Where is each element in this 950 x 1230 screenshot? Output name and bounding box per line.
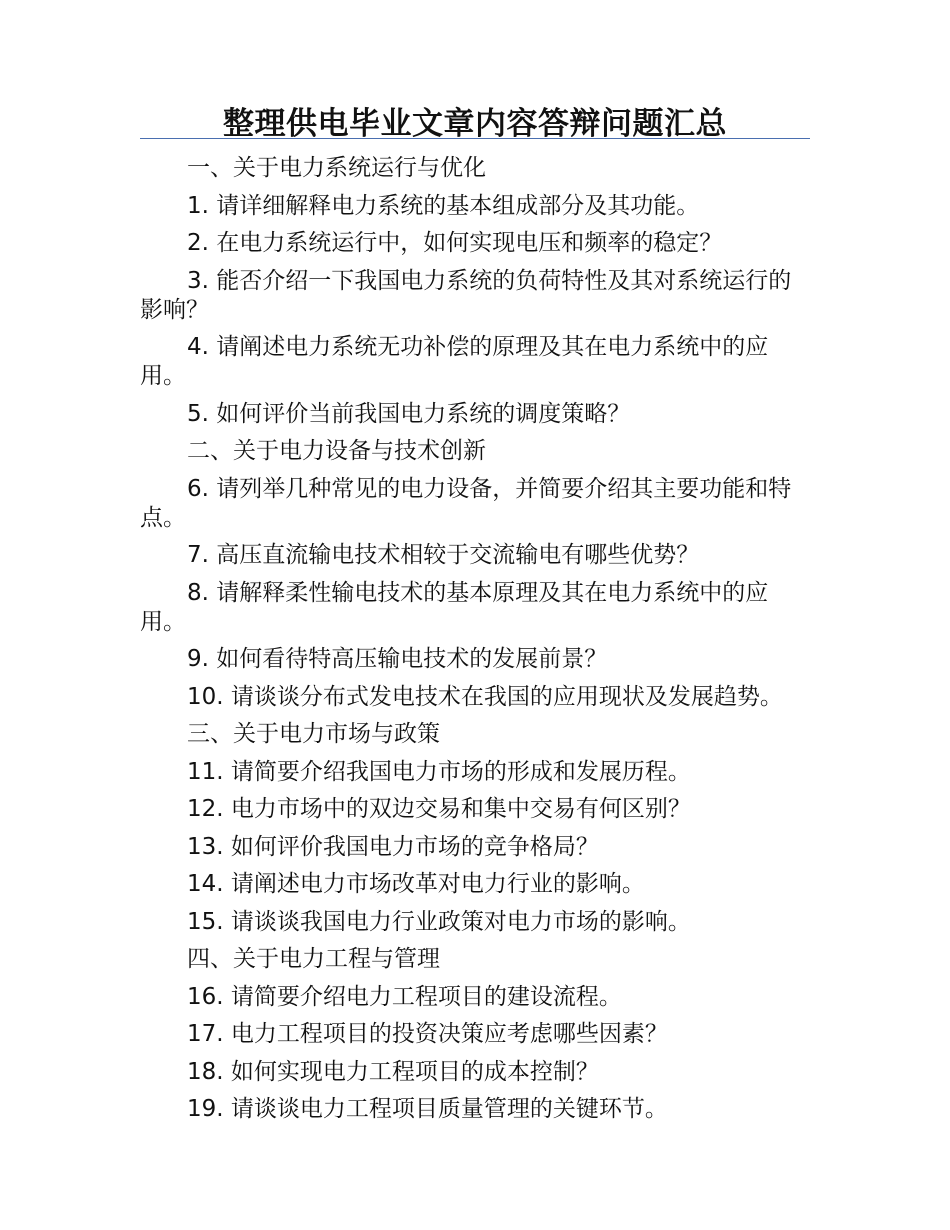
question-item: 3. 能否介绍一下我国电力系统的负荷特性及其对系统运行的影响？ xyxy=(140,267,792,323)
section-heading: 二、关于电力设备与技术创新 xyxy=(187,438,486,464)
question-item: 12. 电力市场中的双边交易和集中交易有何区别？ xyxy=(187,796,691,822)
section-heading: 四、关于电力工程与管理 xyxy=(187,946,440,972)
question-item: 5. 如何评价当前我国电力系统的调度策略？ xyxy=(187,400,631,427)
question-item: 18. 如何实现电力工程项目的成本控制？ xyxy=(187,1058,599,1085)
question-item: 4. 请阐述电力系统无功补偿的原理及其在电力系统中的应用。 xyxy=(140,334,769,389)
question-item: 14. 请阐述电力市场改革对电力行业的影响。 xyxy=(187,871,645,897)
question-item: 6. 请列举几种常见的电力设备，并简要介绍其主要功能和特点。 xyxy=(140,475,792,531)
document-body xyxy=(140,154,810,1133)
question-item: 1. 请详细解释电力系统的基本组成部分及其功能。 xyxy=(187,192,700,219)
question-item: 15. 请谈谈我国电力行业政策对电力市场的影响。 xyxy=(187,908,691,935)
document-title: 整理供电毕业文章内容答辩问题汇总 xyxy=(223,106,727,142)
question-item: 17. 电力工程项目的投资决策应考虑哪些因素？ xyxy=(187,1021,668,1047)
question-item: 2. 在电力系统运行中，如何实现电压和频率的稳定？ xyxy=(187,230,723,256)
section-heading: 三、关于电力市场与政策 xyxy=(187,721,440,747)
question-item: 13. 如何评价我国电力市场的竞争格局？ xyxy=(187,833,599,860)
question-item: 16. 请简要介绍电力工程项目的建设流程。 xyxy=(187,983,622,1010)
title-underline xyxy=(140,138,810,139)
question-item: 11. 请简要介绍我国电力市场的形成和发展历程。 xyxy=(187,758,691,785)
question-item: 9. 如何看待特高压输电技术的发展前景？ xyxy=(187,646,608,672)
question-item: 8. 请解释柔性输电技术的基本原理及其在电力系统中的应用。 xyxy=(140,579,769,635)
section-heading: 一、关于电力系统运行与优化 xyxy=(187,155,486,181)
question-item: 7. 高压直流输电技术相较于交流输电有哪些优势？ xyxy=(187,542,700,568)
question-item: 10. 请谈谈分布式发电技术在我国的应用现状及发展趋势。 xyxy=(187,683,783,710)
question-item: 19. 请谈谈电力工程项目质量管理的关键环节。 xyxy=(187,1096,668,1122)
